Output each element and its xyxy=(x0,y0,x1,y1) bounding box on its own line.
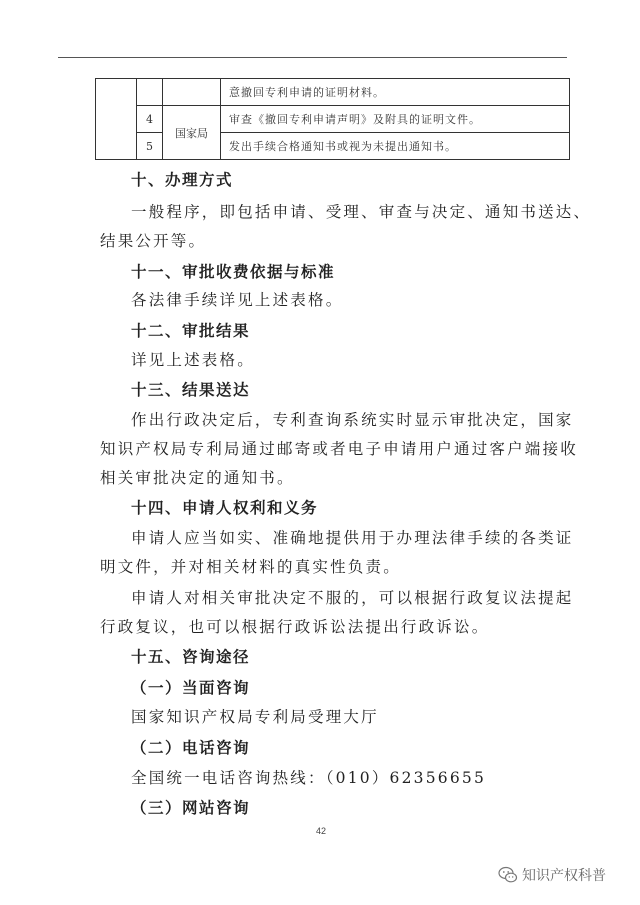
section-10-title: 十、办理方式 xyxy=(131,171,234,189)
section-11-title: 十一、审批收费依据与标准 xyxy=(131,263,336,281)
row-org: 国家局 xyxy=(163,106,221,160)
row-text: 发出手续合格通知书或视为未提出通知书。 xyxy=(221,133,570,160)
row-org xyxy=(163,79,221,106)
section-14-title: 十四、申请人权利和义务 xyxy=(131,499,319,517)
section-14-text: 明文件，并对相关材料的真实性负责。 xyxy=(100,558,401,576)
section-15-title: 十五、咨询途径 xyxy=(131,648,251,666)
wechat-icon xyxy=(498,866,518,884)
section-13-text: 作出行政决定后，专利查询系统实时显示审批决定，国家 xyxy=(131,411,574,429)
procedure-table xyxy=(95,78,570,160)
section-13-text: 知识产权局专利局通过邮寄或者电子申请用户通过客户端接收 xyxy=(100,440,578,458)
table-row xyxy=(96,79,570,106)
header-rule xyxy=(58,57,567,58)
subsection-title: （一）当面咨询 xyxy=(131,679,251,697)
section-13-text: 相关审批决定的通知书。 xyxy=(100,469,295,487)
section-14-text: 申请人应当如实、准确地提供用于办理法律手续的各类证 xyxy=(131,529,574,547)
section-10-text: 结果公开等。 xyxy=(100,232,207,250)
row-text: 审查《撤回专利申请声明》及附具的证明文件。 xyxy=(221,106,570,133)
subsection-title: （二）电话咨询 xyxy=(131,739,251,757)
section-12-text: 详见上述表格。 xyxy=(131,351,255,369)
section-12-title: 十二、审批结果 xyxy=(131,322,251,340)
section-10-text: 一般程序，即包括申请、受理、审查与决定、通知书送达、 xyxy=(131,203,592,221)
row-number: 5 xyxy=(137,133,163,160)
row-text: 意撤回专利申请的证明材料。 xyxy=(221,79,570,106)
consult-text: 全国统一电话咨询热线：（010）62356655 xyxy=(131,769,487,787)
section-13-title: 十三、结果送达 xyxy=(131,381,251,399)
watermark-text: 知识产权科普 xyxy=(522,868,606,884)
table-cell-blank xyxy=(96,79,137,160)
consult-text: 国家知识产权局专利局受理大厅 xyxy=(131,708,379,726)
subsection-title: （三）网站咨询 xyxy=(131,799,251,817)
table-row xyxy=(96,106,570,133)
section-14-text: 申请人对相关审批决定不服的，可以根据行政复议法提起 xyxy=(131,589,574,607)
section-14-text: 行政复议，也可以根据行政诉讼法提出行政诉讼。 xyxy=(100,618,490,636)
page-number: 42 xyxy=(316,826,327,836)
row-number xyxy=(137,79,163,106)
watermark xyxy=(498,865,606,885)
row-number: 4 xyxy=(137,106,163,133)
section-11-text: 各法律手续详见上述表格。 xyxy=(131,291,344,309)
